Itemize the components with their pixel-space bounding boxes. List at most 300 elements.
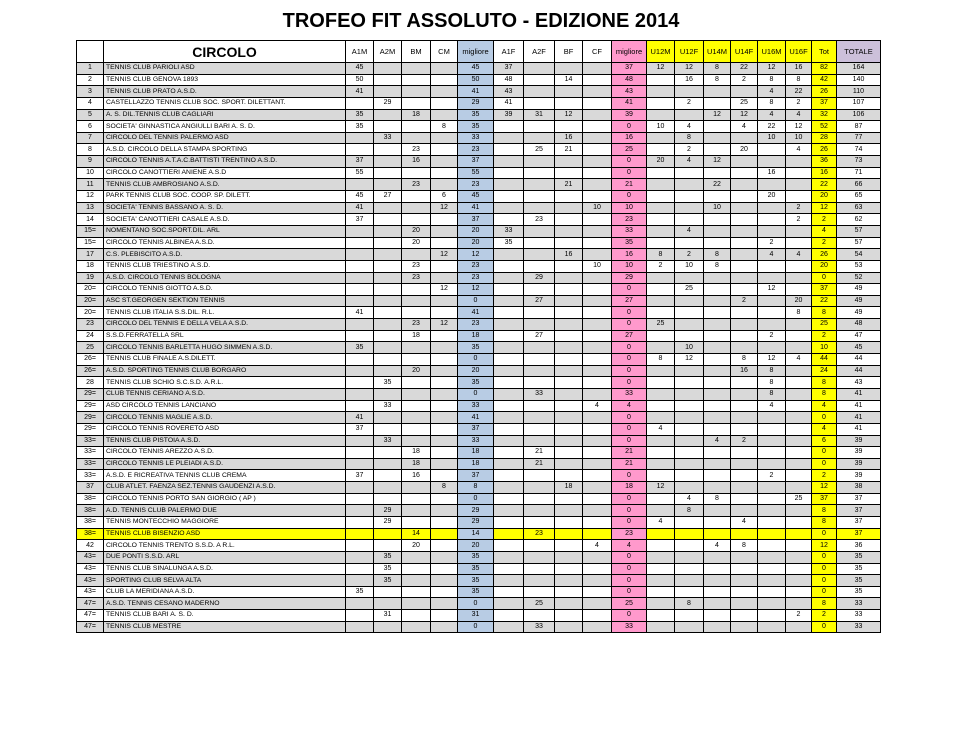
- table-cell: [402, 388, 431, 400]
- table-cell: 35: [374, 377, 402, 389]
- table-cell: [346, 621, 374, 633]
- table-cell: [583, 598, 612, 610]
- table-cell: [346, 179, 374, 191]
- table-cell: [704, 412, 731, 424]
- table-cell: [555, 586, 583, 598]
- table-cell: [786, 365, 812, 377]
- table-cell: [731, 505, 758, 517]
- table-cell: [431, 610, 458, 622]
- table-cell: [647, 144, 675, 156]
- table-cell: [555, 621, 583, 633]
- table-cell: [524, 319, 555, 331]
- table-cell: [758, 528, 786, 540]
- table-cell: [647, 598, 675, 610]
- table-cell: 8: [704, 249, 731, 261]
- table-cell: [346, 97, 374, 109]
- table-cell: 33=: [77, 470, 104, 482]
- table-cell: [758, 586, 786, 598]
- table-cell: 36: [812, 156, 837, 168]
- table-cell: [374, 284, 402, 296]
- table-cell: [583, 295, 612, 307]
- table-cell: 8: [758, 388, 786, 400]
- table-cell: 73: [837, 156, 881, 168]
- table-cell: 48: [612, 74, 647, 86]
- table-cell: 12: [431, 284, 458, 296]
- club-name-cell: CIRCOLO TENNIS ALBINEA A.S.D.: [104, 237, 346, 249]
- table-cell: [346, 377, 374, 389]
- table-cell: [494, 249, 524, 261]
- table-cell: [431, 330, 458, 342]
- table-cell: [431, 144, 458, 156]
- table-cell: [731, 610, 758, 622]
- table-cell: 21: [555, 144, 583, 156]
- table-cell: [786, 621, 812, 633]
- table-cell: [675, 447, 704, 459]
- table-cell: 53: [837, 260, 881, 272]
- table-cell: 37: [837, 493, 881, 505]
- table-cell: 20: [402, 365, 431, 377]
- table-cell: [647, 330, 675, 342]
- table-cell: [758, 598, 786, 610]
- table-cell: 16: [812, 167, 837, 179]
- table-row: [77, 249, 881, 261]
- table-cell: 8: [812, 598, 837, 610]
- table-cell: [431, 214, 458, 226]
- table-cell: [494, 621, 524, 633]
- table-cell: [555, 330, 583, 342]
- table-cell: [786, 237, 812, 249]
- table-row: [77, 400, 881, 412]
- table-cell: [583, 621, 612, 633]
- table-cell: 0: [612, 493, 647, 505]
- table-cell: [346, 330, 374, 342]
- table-cell: [583, 505, 612, 517]
- table-cell: 12: [786, 121, 812, 133]
- table-cell: 33: [458, 400, 494, 412]
- table-cell: 28: [77, 377, 104, 389]
- table-cell: 0: [612, 121, 647, 133]
- table-row: [77, 156, 881, 168]
- club-name-cell: CIRCOLO TENNIS BARLETTA HUGO SIMMEN A.S.D.: [104, 342, 346, 354]
- table-cell: 8: [758, 377, 786, 389]
- table-cell: [524, 121, 555, 133]
- table-cell: 21: [524, 447, 555, 459]
- table-cell: 26: [812, 249, 837, 261]
- table-row: [77, 482, 881, 494]
- table-cell: [583, 249, 612, 261]
- table-cell: 25: [731, 97, 758, 109]
- table-cell: 41: [837, 400, 881, 412]
- table-cell: 4: [786, 249, 812, 261]
- table-cell: [346, 249, 374, 261]
- table-cell: 77: [837, 132, 881, 144]
- table-cell: [402, 505, 431, 517]
- table-cell: 20: [458, 225, 494, 237]
- table-cell: 29=: [77, 412, 104, 424]
- table-cell: 4: [583, 540, 612, 552]
- table-cell: [431, 493, 458, 505]
- table-cell: [675, 365, 704, 377]
- table-cell: [675, 86, 704, 98]
- table-cell: [647, 191, 675, 203]
- table-body: [77, 63, 881, 633]
- table-cell: 22: [704, 179, 731, 191]
- table-cell: 0: [612, 563, 647, 575]
- club-name-cell: TENNIS CLUB PARIOLI ASD: [104, 63, 346, 75]
- table-cell: 21: [612, 447, 647, 459]
- club-name-cell: TENNIS CLUB BARI A. S. D.: [104, 610, 346, 622]
- table-cell: [786, 598, 812, 610]
- table-cell: 23: [402, 319, 431, 331]
- table-cell: [731, 377, 758, 389]
- table-cell: 0: [612, 377, 647, 389]
- table-cell: [647, 563, 675, 575]
- table-cell: [494, 284, 524, 296]
- ranking-table: [76, 40, 881, 633]
- table-cell: 57: [837, 225, 881, 237]
- table-cell: 4: [758, 86, 786, 98]
- table-cell: [524, 354, 555, 366]
- table-cell: 107: [837, 97, 881, 109]
- table-cell: [494, 586, 524, 598]
- table-cell: 0: [458, 493, 494, 505]
- table-cell: 39: [837, 435, 881, 447]
- table-cell: [731, 214, 758, 226]
- table-cell: 0: [612, 435, 647, 447]
- table-cell: [731, 225, 758, 237]
- table-cell: 4: [612, 400, 647, 412]
- table-cell: [346, 516, 374, 528]
- table-cell: [583, 610, 612, 622]
- table-cell: [647, 435, 675, 447]
- table-cell: [583, 412, 612, 424]
- club-name-cell: TENNIS CLUB SINALUNGA A.S.D.: [104, 563, 346, 575]
- table-cell: 6: [812, 435, 837, 447]
- table-cell: [431, 551, 458, 563]
- club-name-cell: TENNIS CLUB PISTOIA A.S.D.: [104, 435, 346, 447]
- table-cell: [786, 423, 812, 435]
- table-cell: [431, 621, 458, 633]
- table-cell: 39: [612, 109, 647, 121]
- table-cell: [374, 307, 402, 319]
- table-cell: 12: [812, 202, 837, 214]
- table-cell: 8: [786, 74, 812, 86]
- table-cell: [647, 528, 675, 540]
- table-cell: [704, 214, 731, 226]
- table-cell: 2: [758, 470, 786, 482]
- table-cell: [431, 423, 458, 435]
- table-cell: [675, 412, 704, 424]
- table-cell: 2: [786, 214, 812, 226]
- table-cell: [758, 272, 786, 284]
- table-cell: 27: [612, 330, 647, 342]
- table-cell: [758, 412, 786, 424]
- table-cell: 21: [555, 179, 583, 191]
- table-cell: 87: [837, 121, 881, 133]
- table-cell: 28: [812, 132, 837, 144]
- column-header: U12F: [675, 41, 704, 63]
- table-cell: 8: [731, 540, 758, 552]
- table-cell: 2: [758, 330, 786, 342]
- table-cell: [374, 470, 402, 482]
- club-name-cell: CIRCOLO TENNIS TRENTO S.S.D. A R.L.: [104, 540, 346, 552]
- table-cell: 20: [402, 237, 431, 249]
- table-cell: 16: [402, 470, 431, 482]
- table-cell: 12: [758, 284, 786, 296]
- table-cell: [494, 516, 524, 528]
- table-cell: 44: [837, 354, 881, 366]
- table-cell: [786, 575, 812, 587]
- table-cell: [583, 365, 612, 377]
- table-cell: [786, 412, 812, 424]
- table-cell: [758, 575, 786, 587]
- table-cell: [346, 458, 374, 470]
- table-cell: 3: [77, 86, 104, 98]
- table-cell: [675, 319, 704, 331]
- table-cell: 12: [812, 540, 837, 552]
- table-row: [77, 109, 881, 121]
- table-cell: [402, 132, 431, 144]
- table-cell: [675, 540, 704, 552]
- table-cell: [346, 493, 374, 505]
- club-name-cell: TENNIS CLUB ITALIA S.S.DIL. R.L.: [104, 307, 346, 319]
- table-cell: [494, 563, 524, 575]
- table-cell: 23: [458, 144, 494, 156]
- table-cell: [704, 354, 731, 366]
- table-row: [77, 551, 881, 563]
- table-cell: [346, 482, 374, 494]
- table-cell: [704, 621, 731, 633]
- table-cell: 16: [402, 156, 431, 168]
- table-cell: 4: [704, 540, 731, 552]
- table-cell: 15=: [77, 225, 104, 237]
- table-cell: [758, 307, 786, 319]
- table-cell: [374, 447, 402, 459]
- table-cell: [431, 97, 458, 109]
- table-cell: 5: [77, 109, 104, 121]
- table-cell: [402, 284, 431, 296]
- table-cell: [731, 447, 758, 459]
- table-cell: [374, 272, 402, 284]
- table-cell: [555, 307, 583, 319]
- table-cell: [431, 132, 458, 144]
- table-cell: [731, 319, 758, 331]
- club-name-cell: TENNIS CLUB MESTRE: [104, 621, 346, 633]
- table-cell: [431, 167, 458, 179]
- table-cell: [647, 377, 675, 389]
- club-name-cell: NOMENTANO SOC.SPORT.DIL. ARL: [104, 225, 346, 237]
- table-cell: [675, 551, 704, 563]
- table-cell: [731, 493, 758, 505]
- table-cell: 2: [812, 470, 837, 482]
- table-cell: [374, 167, 402, 179]
- club-name-cell: A.D. TENNIS CLUB PALERMO DUE: [104, 505, 346, 517]
- table-cell: [583, 284, 612, 296]
- table-cell: 23: [458, 319, 494, 331]
- table-cell: 41: [837, 423, 881, 435]
- table-cell: 15=: [77, 237, 104, 249]
- table-cell: 36: [837, 540, 881, 552]
- table-cell: [555, 470, 583, 482]
- table-cell: 8: [704, 74, 731, 86]
- table-cell: 23: [458, 260, 494, 272]
- table-cell: 35: [837, 586, 881, 598]
- table-cell: 12: [458, 249, 494, 261]
- table-cell: [731, 342, 758, 354]
- table-cell: 29: [458, 97, 494, 109]
- table-cell: [583, 307, 612, 319]
- table-cell: [524, 575, 555, 587]
- table-cell: 4: [612, 540, 647, 552]
- club-name-cell: CLUB ATLET. FAENZA SEZ.TENNIS GAUDENZI A.S.D.: [104, 482, 346, 494]
- table-cell: 38=: [77, 516, 104, 528]
- table-cell: 23: [402, 272, 431, 284]
- table-cell: [583, 482, 612, 494]
- club-name-cell: ASD CIRCOLO TENNIS LANCIANO: [104, 400, 346, 412]
- table-cell: 43=: [77, 563, 104, 575]
- table-cell: 10: [675, 260, 704, 272]
- table-cell: [402, 563, 431, 575]
- table-cell: [431, 458, 458, 470]
- table-cell: [431, 388, 458, 400]
- table-cell: 18: [458, 458, 494, 470]
- club-name-cell: CIRCOLO TENNIS A.T.A.C.BATTISTI TRENTINO A.S.D.: [104, 156, 346, 168]
- table-cell: 25: [612, 598, 647, 610]
- table-cell: 14: [402, 528, 431, 540]
- table-cell: [431, 237, 458, 249]
- table-cell: 29=: [77, 400, 104, 412]
- table-cell: [704, 272, 731, 284]
- table-cell: [675, 470, 704, 482]
- table-cell: [675, 458, 704, 470]
- table-cell: [675, 610, 704, 622]
- table-cell: [647, 388, 675, 400]
- table-cell: 47=: [77, 610, 104, 622]
- table-cell: [374, 202, 402, 214]
- table-cell: [555, 598, 583, 610]
- table-row: [77, 505, 881, 517]
- table-cell: [786, 400, 812, 412]
- table-cell: [402, 493, 431, 505]
- table-cell: [494, 295, 524, 307]
- table-cell: 41: [458, 412, 494, 424]
- table-cell: 2: [731, 74, 758, 86]
- club-name-cell: CIRCOLO DEL TENNIS PALERMO ASD: [104, 132, 346, 144]
- column-header: U14M: [704, 41, 731, 63]
- table-cell: [647, 132, 675, 144]
- table-cell: 41: [612, 97, 647, 109]
- table-cell: 45: [346, 63, 374, 75]
- table-cell: [524, 400, 555, 412]
- table-cell: 35: [346, 342, 374, 354]
- table-cell: [374, 249, 402, 261]
- club-name-cell: ASC ST.GEORGEN SEKTION TENNIS: [104, 295, 346, 307]
- table-cell: [524, 423, 555, 435]
- table-cell: [675, 563, 704, 575]
- table-cell: [704, 505, 731, 517]
- table-cell: [647, 97, 675, 109]
- table-cell: [555, 202, 583, 214]
- table-cell: [731, 260, 758, 272]
- table-cell: [704, 121, 731, 133]
- table-cell: 35: [346, 586, 374, 598]
- table-cell: [402, 86, 431, 98]
- club-name-cell: SOCIETA' TENNIS BASSANO A. S. D.: [104, 202, 346, 214]
- table-cell: [346, 400, 374, 412]
- table-cell: 0: [612, 156, 647, 168]
- table-cell: [758, 493, 786, 505]
- table-cell: [675, 621, 704, 633]
- table-cell: [704, 563, 731, 575]
- table-cell: [786, 505, 812, 517]
- table-cell: [731, 458, 758, 470]
- club-name-cell: CIRCOLO TENNIS PORTO SAN GIORGIO ( AP ): [104, 493, 346, 505]
- table-cell: [431, 63, 458, 75]
- table-cell: [675, 528, 704, 540]
- table-cell: [431, 354, 458, 366]
- table-cell: 4: [812, 225, 837, 237]
- table-cell: 10: [758, 132, 786, 144]
- table-cell: 7: [77, 132, 104, 144]
- table-cell: [647, 610, 675, 622]
- table-cell: 37: [346, 214, 374, 226]
- table-cell: [555, 412, 583, 424]
- table-cell: 33=: [77, 458, 104, 470]
- table-cell: [786, 482, 812, 494]
- table-cell: [758, 342, 786, 354]
- table-cell: 2: [675, 97, 704, 109]
- table-cell: [583, 377, 612, 389]
- table-cell: 45: [346, 191, 374, 203]
- table-cell: 55: [458, 167, 494, 179]
- table-cell: [758, 295, 786, 307]
- table-cell: [431, 179, 458, 191]
- table-cell: 4: [731, 516, 758, 528]
- table-cell: [524, 237, 555, 249]
- table-cell: [758, 447, 786, 459]
- table-row: [77, 121, 881, 133]
- table-cell: [374, 388, 402, 400]
- table-cell: [555, 272, 583, 284]
- club-name-cell: A.S.D. CIRCOLO DELLA STAMPA SPORTING: [104, 144, 346, 156]
- table-cell: 8: [431, 121, 458, 133]
- column-header: Tot: [812, 41, 837, 63]
- table-cell: [758, 435, 786, 447]
- table-cell: [555, 191, 583, 203]
- table-cell: [583, 225, 612, 237]
- table-cell: [704, 516, 731, 528]
- table-cell: 2: [77, 74, 104, 86]
- table-cell: 16: [675, 74, 704, 86]
- table-cell: [431, 365, 458, 377]
- column-header: A1M: [346, 41, 374, 63]
- table-cell: [555, 63, 583, 75]
- table-cell: 18: [555, 482, 583, 494]
- column-header: CM: [431, 41, 458, 63]
- table-cell: [346, 447, 374, 459]
- table-cell: [402, 482, 431, 494]
- table-cell: [524, 260, 555, 272]
- column-header: CIRCOLO: [104, 41, 346, 63]
- table-cell: [731, 412, 758, 424]
- table-cell: 29: [612, 272, 647, 284]
- table-cell: 0: [612, 516, 647, 528]
- table-cell: [402, 97, 431, 109]
- table-cell: 22: [812, 295, 837, 307]
- table-cell: [731, 179, 758, 191]
- table-cell: [786, 272, 812, 284]
- table-cell: [786, 342, 812, 354]
